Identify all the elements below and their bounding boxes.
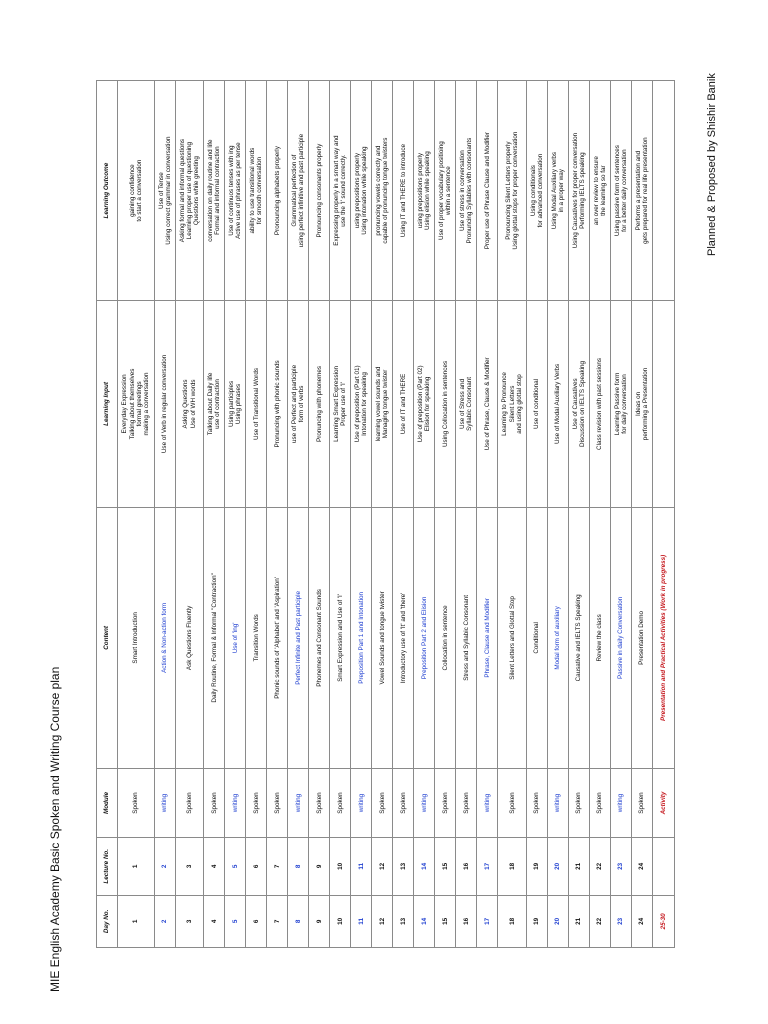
learning-input-line: Intonation for speaking	[361, 372, 369, 436]
table-row	[330, 81, 351, 948]
header-content: Content	[97, 507, 118, 768]
day-no-cell: 14	[414, 895, 435, 947]
learning-input-line: Learning Passive form	[613, 372, 621, 436]
content-cell: Perfect Infinite and Past participle	[288, 507, 309, 768]
learning-input-line: Elision for speaking	[424, 376, 432, 432]
learning-input-cell	[267, 301, 288, 507]
learning-outcome-line: using prepositions properly	[417, 152, 425, 229]
header-learning-input: Learning Input	[97, 301, 118, 507]
learning-outcome-line: the learning so far	[599, 165, 607, 216]
learning-outcome-cell	[154, 81, 175, 301]
table-row	[547, 81, 568, 948]
learning-input-line: Using phrases	[235, 383, 243, 425]
learning-outcome-cell	[589, 81, 610, 301]
learning-input-line: Pronuncing with phonic sounds	[273, 360, 281, 448]
lecture-no-cell: 3	[175, 837, 204, 895]
table-row	[652, 81, 674, 948]
content-cell: Passive in daily Conversation	[610, 507, 631, 768]
lecture-no-cell: 20	[547, 837, 568, 895]
learning-outcome-line: in a proper way	[557, 169, 565, 213]
learning-input-cell	[372, 301, 393, 507]
module-cell: Spoken	[631, 769, 652, 838]
learning-outcome-line: Pronouncing Silent Letters properly	[504, 141, 512, 240]
learning-outcome-line: Proper use of Phrase Clause and Modifier	[483, 131, 491, 250]
table-row	[393, 81, 414, 948]
module-cell: Spoken	[267, 769, 288, 838]
content-cell: Presentation and Practical Activities (Work in progress)	[652, 507, 674, 768]
learning-outcome-cell	[631, 81, 652, 301]
module-cell: Spoken	[456, 769, 477, 838]
learning-input-cell	[568, 301, 589, 507]
content-cell: Review the class	[589, 507, 610, 768]
learning-outcome-cell	[393, 81, 414, 301]
day-no-cell: 21	[568, 895, 589, 947]
lecture-no-cell: 6	[246, 837, 267, 895]
learning-input-line: Use of conditional	[533, 378, 541, 429]
day-no-cell: 25-30	[652, 895, 674, 947]
table-row	[477, 81, 498, 948]
content-cell: Presentation Demo	[631, 507, 652, 768]
content-cell: Silent Letters and Glottal Stop	[498, 507, 527, 768]
lecture-no-cell: 5	[225, 837, 246, 895]
learning-input-cell	[175, 301, 204, 507]
learning-input-cell	[154, 301, 175, 507]
content-cell: Smart Expression and Use of 'I'	[330, 507, 351, 768]
learning-input-cell	[351, 301, 372, 507]
module-cell: writing	[477, 769, 498, 838]
course-plan-table	[96, 80, 675, 948]
day-no-cell: 4	[204, 895, 225, 947]
learning-outcome-line: for advanced conversation	[536, 153, 544, 228]
learning-outcome-line: Using Causatives for proper conversation	[571, 132, 579, 249]
learning-input-line: Managing tongue twister	[382, 369, 390, 439]
day-no-cell: 6	[246, 895, 267, 947]
content-cell: Conditional	[526, 507, 547, 768]
learning-input-cell	[547, 301, 568, 507]
table-row	[414, 81, 435, 948]
learning-outcome-line: Using elision while speaking	[424, 151, 432, 230]
lecture-no-cell: 4	[204, 837, 225, 895]
learning-input-line: Asking Questions	[182, 379, 190, 429]
day-no-cell: 13	[393, 895, 414, 947]
learning-input-cell	[330, 301, 351, 507]
day-no-cell: 18	[498, 895, 527, 947]
learning-outcome-line: an over review to ensure	[592, 156, 600, 226]
learning-input-cell	[288, 301, 309, 507]
module-cell: Spoken	[589, 769, 610, 838]
learning-outcome-line: Using IT and THERE to introduce	[399, 144, 407, 238]
learning-input-line: Syllabic Consonant	[466, 377, 474, 431]
learning-outcome-line: pronuncing vowels correctly and	[375, 145, 383, 236]
module-cell: Spoken	[246, 769, 267, 838]
learning-outcome-cell	[309, 81, 330, 301]
learning-outcome-line: Pronuncing Syllables with consonants	[466, 137, 474, 244]
learning-input-cell	[456, 301, 477, 507]
day-no-cell: 8	[288, 895, 309, 947]
content-cell: Smart Introduction	[118, 507, 155, 768]
learning-outcome-line: gaining confidence	[128, 164, 136, 217]
learning-outcome-line: Using conditionals	[529, 165, 537, 217]
learning-outcome-cell	[526, 81, 547, 301]
module-cell: Spoken	[309, 769, 330, 838]
module-cell: Spoken	[204, 769, 225, 838]
table-row	[118, 81, 155, 948]
day-no-cell: 20	[547, 895, 568, 947]
learning-outcome-cell	[175, 81, 204, 301]
learning-input-line: and using glottal stop	[515, 374, 523, 434]
learning-outcome-line: Formal and informal contraction	[214, 146, 222, 235]
learning-input-line: Proper use of 'I'	[340, 382, 348, 426]
learning-input-line: performing a Presentation	[641, 367, 649, 441]
module-cell: Spoken	[372, 769, 393, 838]
table-row	[351, 81, 372, 948]
learning-input-line: Using participles	[228, 380, 236, 428]
learning-input-cell	[526, 301, 547, 507]
module-cell: writing	[225, 769, 246, 838]
learning-input-line: Use of Modal Auxiliary Verbs	[554, 363, 562, 445]
learning-input-line: Use of IT and THERE	[399, 373, 407, 435]
learning-input-line: Talking about themselves	[128, 368, 136, 440]
learning-input-line: Learning Smart Expression	[333, 365, 341, 442]
learning-input-cell	[652, 301, 674, 507]
content-cell: Causative and IELTS Speaking	[568, 507, 589, 768]
day-no-cell: 2	[154, 895, 175, 947]
learning-outcome-cell	[652, 81, 674, 301]
author-credit: Planned & Proposed by Shishir Banik	[706, 73, 718, 256]
learning-input-line: Silent Letters	[508, 385, 516, 423]
lecture-no-cell: 15	[435, 837, 456, 895]
lecture-no-cell: 14	[414, 837, 435, 895]
learning-outcome-line: Active use of phrases as per tense	[235, 142, 243, 239]
lecture-no-cell: 19	[526, 837, 547, 895]
learning-input-cell	[610, 301, 631, 507]
learning-input-line: Use of WH words	[189, 379, 197, 429]
lecture-no-cell: 12	[372, 837, 393, 895]
learning-outcome-cell	[330, 81, 351, 301]
content-cell: Ask Questions Fluently	[175, 507, 204, 768]
learning-input-cell	[631, 301, 652, 507]
lecture-no-cell: 11	[351, 837, 372, 895]
learning-outcome-cell	[288, 81, 309, 301]
lecture-no-cell: 23	[610, 837, 631, 895]
table-row	[568, 81, 589, 948]
learning-outcome-line: Use of Tense	[157, 172, 165, 209]
table-row	[154, 81, 175, 948]
module-cell: Activity	[652, 769, 674, 838]
module-cell: writing	[547, 769, 568, 838]
learning-input-line: Use of Transitional Words	[252, 367, 260, 440]
learning-input-line: Use of Phrase, Clause & Modifier	[483, 357, 491, 451]
lecture-no-cell: 18	[498, 837, 527, 895]
learning-outcome-line: conversation on daily routine and life	[207, 139, 215, 242]
learning-outcome-line: Pronouncing alphabets properly	[273, 146, 281, 236]
content-cell: Use of 'ing'	[225, 507, 246, 768]
learning-input-line: Talking about Daily life	[207, 372, 215, 436]
lecture-no-cell: 8	[288, 837, 309, 895]
content-cell: Introductory use of 'It' and 'there'	[393, 507, 414, 768]
lecture-no-cell: 9	[309, 837, 330, 895]
day-no-cell: 3	[175, 895, 204, 947]
learning-outcome-cell	[204, 81, 225, 301]
module-cell: writing	[414, 769, 435, 838]
learning-outcome-line: Asking formal and informal questions	[178, 139, 186, 243]
table-row	[225, 81, 246, 948]
module-cell: writing	[288, 769, 309, 838]
content-cell: Collocation in sentence	[435, 507, 456, 768]
learning-outcome-line: capable of pronuncing tongue twisters	[382, 137, 390, 244]
learning-outcome-cell	[246, 81, 267, 301]
learning-outcome-line: Use of proper vocabulary positioing	[438, 141, 446, 240]
learning-input-line: use of Perfect and participle	[291, 364, 299, 443]
learning-outcome-line: Questions while greeting	[193, 156, 201, 226]
module-cell: Spoken	[568, 769, 589, 838]
learning-outcome-line: Using glottal stops for proper conversation	[512, 131, 520, 250]
learning-outcome-cell	[547, 81, 568, 301]
learning-outcome-line: Use of stress in conversation	[459, 150, 467, 232]
learning-outcome-line: gets prepared for real life presentation	[641, 137, 649, 244]
learning-outcome-cell	[414, 81, 435, 301]
learning-outcome-cell	[435, 81, 456, 301]
learning-input-cell	[477, 301, 498, 507]
learning-outcome-line: Using Modal Auxiliary verbs	[550, 151, 558, 230]
lecture-no-cell: 22	[589, 837, 610, 895]
lecture-no-cell: 7	[267, 837, 288, 895]
table-row	[372, 81, 393, 948]
content-cell: Daily Routine, Formal & Informal "Contraction"	[204, 507, 225, 768]
table-row	[288, 81, 309, 948]
module-cell: writing	[610, 769, 631, 838]
module-cell: Spoken	[498, 769, 527, 838]
learning-input-line: Ideas on	[634, 391, 642, 417]
learning-input-cell	[118, 301, 155, 507]
table-row	[175, 81, 204, 948]
header-learning-outcome: Learning Outcome	[97, 81, 118, 301]
table-row	[435, 81, 456, 948]
table-row	[267, 81, 288, 948]
lecture-no-cell: 10	[330, 837, 351, 895]
module-cell: Spoken	[175, 769, 204, 838]
day-no-cell: 9	[309, 895, 330, 947]
learning-outcome-line: Grammatical perfection of	[291, 154, 299, 227]
day-no-cell: 22	[589, 895, 610, 947]
learning-input-cell	[498, 301, 527, 507]
day-no-cell: 11	[351, 895, 372, 947]
content-cell: Modal form of auxiliary	[547, 507, 568, 768]
content-cell: Preposition Part 1 and Intonation	[351, 507, 372, 768]
learning-outcome-cell	[456, 81, 477, 301]
module-cell: Spoken	[526, 769, 547, 838]
day-no-cell: 1	[118, 895, 155, 947]
learning-outcome-line: using prepositions properly	[354, 152, 362, 229]
learning-input-line: Use of preposition (Part 01)	[354, 365, 362, 443]
table-row	[631, 81, 652, 948]
content-cell: Phonemes and Consonant Sounds	[309, 507, 330, 768]
learning-input-line: for daily conversation	[620, 374, 628, 434]
header-lecture-no: Lecture No.	[97, 837, 118, 895]
learning-outcome-cell	[351, 81, 372, 301]
learning-input-cell	[309, 301, 330, 507]
day-no-cell: 17	[477, 895, 498, 947]
learning-outcome-cell	[267, 81, 288, 301]
learning-outcome-line: Pronouncing consonants properly	[315, 143, 323, 238]
learning-outcome-line: within a sentence	[445, 166, 453, 215]
module-cell: Spoken	[435, 769, 456, 838]
table-row	[204, 81, 225, 948]
learning-input-line: making a conversation	[143, 372, 151, 436]
learning-input-line: use of contraction	[214, 379, 222, 429]
learning-outcome-line: to start a conversation	[135, 159, 143, 222]
content-cell: Preposition Part 2 and Elision	[414, 507, 435, 768]
table-row	[498, 81, 527, 948]
lecture-no-cell	[652, 837, 674, 895]
day-no-cell: 23	[610, 895, 631, 947]
document-title: MIE English Academy Basic Spoken and Writing Course plan	[48, 666, 62, 992]
learning-input-line: Class revision with past sessions	[596, 357, 604, 450]
module-cell: Spoken	[393, 769, 414, 838]
learning-input-line: Learning to Pronounce	[501, 372, 509, 436]
day-no-cell: 12	[372, 895, 393, 947]
learning-outcome-line: Using correct grammar in conversation	[164, 136, 172, 245]
content-cell: Vowel Sounds and tongue twister	[372, 507, 393, 768]
table-row	[610, 81, 631, 948]
learning-input-cell	[435, 301, 456, 507]
content-cell: Stress and Syllabic Consonant	[456, 507, 477, 768]
content-cell: Phonic sounds of 'Alphabet' and 'Aspiration'	[267, 507, 288, 768]
module-cell: writing	[351, 769, 372, 838]
learning-input-line: form of verbs	[298, 385, 306, 423]
learning-outcome-line: ability to use transitional words	[249, 147, 257, 234]
learning-input-line: Use of Causatives	[571, 378, 579, 430]
learning-input-cell	[246, 301, 267, 507]
learning-input-line: learning vowel sounds and	[375, 366, 383, 442]
learning-outcome-line: for smooth conversation	[256, 157, 264, 225]
learning-input-line: Pronuncing with phonemes	[315, 365, 323, 442]
learning-input-cell	[589, 301, 610, 507]
lecture-no-cell: 16	[456, 837, 477, 895]
table-row	[456, 81, 477, 948]
table-row	[309, 81, 330, 948]
day-no-cell: 5	[225, 895, 246, 947]
table-row	[526, 81, 547, 948]
table-body	[118, 81, 675, 948]
learning-outcome-line: Expressing properly in a smart way and	[333, 135, 341, 246]
learning-input-line: Use of Verb in regular conversation	[161, 354, 169, 454]
learning-outcome-line: Use of continuos tenses with ing	[228, 145, 236, 236]
day-no-cell: 15	[435, 895, 456, 947]
learning-outcome-line: Using passive form of sentences	[613, 145, 621, 237]
learning-input-line: Discussion on IELTS Speaking	[578, 360, 586, 447]
content-cell: Transition Words	[246, 507, 267, 768]
learning-outcome-line: use the 'I' sound correctly.	[340, 154, 348, 227]
learning-outcome-cell	[568, 81, 589, 301]
learning-input-line: Use of Stress and	[459, 378, 467, 429]
module-cell: Spoken	[330, 769, 351, 838]
learning-outcome-line: for a better daily conversation	[620, 149, 628, 232]
learning-input-cell	[225, 301, 246, 507]
learning-outcome-cell	[498, 81, 527, 301]
learning-input-line: Use of preposition (Part 02)	[417, 365, 425, 443]
day-no-cell: 24	[631, 895, 652, 947]
table-row	[246, 81, 267, 948]
learning-input-line: formal greetings	[135, 381, 143, 427]
learning-outcome-cell	[225, 81, 246, 301]
table-row	[589, 81, 610, 948]
lecture-no-cell: 17	[477, 837, 498, 895]
day-no-cell: 19	[526, 895, 547, 947]
learning-outcome-cell	[118, 81, 155, 301]
header-module: Module	[97, 769, 118, 838]
module-cell: writing	[154, 769, 175, 838]
content-cell: Action & Non-action form	[154, 507, 175, 768]
learning-outcome-line: Learning proper use of questioning	[185, 141, 193, 240]
lecture-no-cell: 21	[568, 837, 589, 895]
day-no-cell: 16	[456, 895, 477, 947]
learning-outcome-line: Performing IELTS speaking	[578, 152, 586, 229]
learning-input-cell	[204, 301, 225, 507]
lecture-no-cell: 24	[631, 837, 652, 895]
learning-outcome-line: Performs a presentation and	[634, 150, 642, 231]
learning-outcome-line: using perfect infinitive and past participle	[298, 133, 306, 248]
lecture-no-cell: 13	[393, 837, 414, 895]
learning-outcome-cell	[610, 81, 631, 301]
learning-input-cell	[414, 301, 435, 507]
lecture-no-cell: 1	[118, 837, 155, 895]
day-no-cell: 10	[330, 895, 351, 947]
content-cell: Phrase, Clause and Modifier	[477, 507, 498, 768]
learning-input-line: Using Collocation in sentences	[441, 360, 449, 447]
learning-input-line: Everyday Expression	[121, 374, 129, 434]
learning-outcome-cell	[372, 81, 393, 301]
learning-outcome-cell	[477, 81, 498, 301]
table-header-row	[97, 81, 118, 948]
day-no-cell: 7	[267, 895, 288, 947]
learning-input-cell	[393, 301, 414, 507]
learning-outcome-line: Using intonation while speaking	[361, 146, 369, 235]
lecture-no-cell: 2	[154, 837, 175, 895]
header-day-no: Day No.	[97, 895, 118, 947]
module-cell: Spoken	[118, 769, 155, 838]
